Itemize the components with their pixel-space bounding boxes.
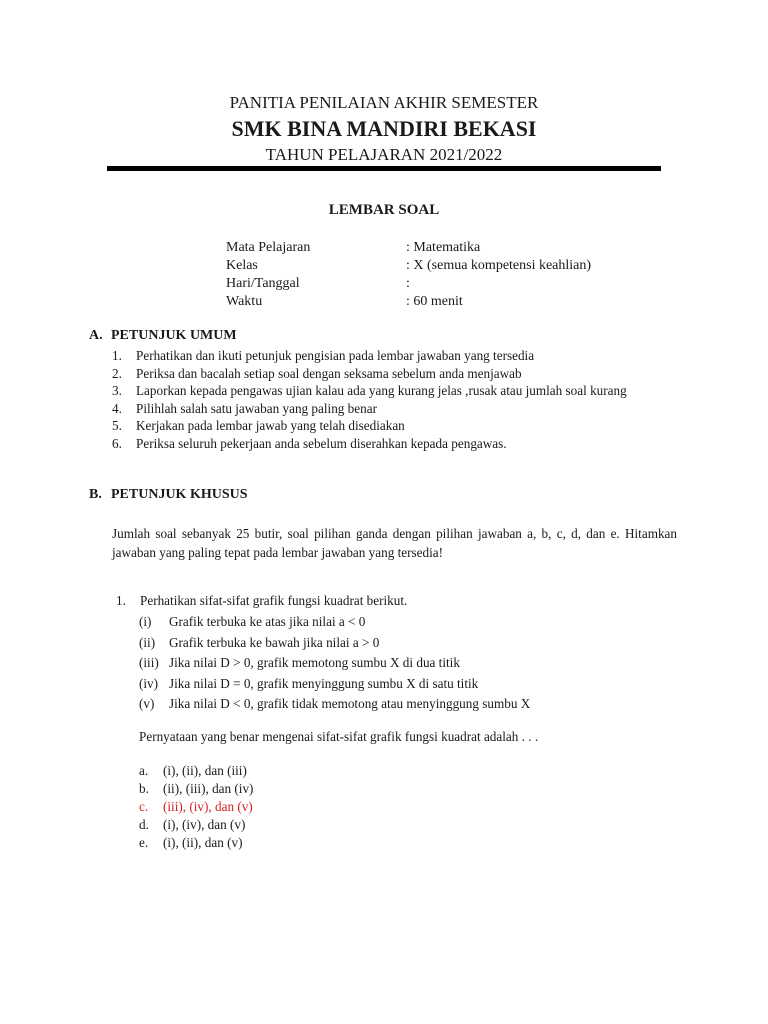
list-item bbox=[112, 365, 677, 383]
header-divider bbox=[107, 166, 661, 171]
option-text: (i), (ii), dan (v) bbox=[163, 835, 243, 850]
statement-item bbox=[139, 674, 530, 695]
section-title: PETUNJUK KHUSUS bbox=[111, 487, 248, 502]
info-row-time bbox=[226, 293, 591, 311]
list-item bbox=[112, 417, 677, 435]
info-value: : bbox=[406, 276, 410, 291]
option-letter: e. bbox=[139, 835, 149, 850]
option-letter: c. bbox=[139, 799, 149, 814]
info-value: : 60 menit bbox=[406, 294, 463, 309]
option-text: (ii), (iii), dan (iv) bbox=[163, 781, 254, 796]
list-text: Pilihlah salah satu jawaban yang paling benar bbox=[136, 400, 377, 416]
answer-option bbox=[139, 816, 253, 834]
question-prompt bbox=[116, 593, 407, 609]
list-item bbox=[112, 400, 677, 418]
statement-text: Grafik terbuka ke bawah jika nilai a > 0 bbox=[169, 634, 380, 650]
exam-info bbox=[226, 239, 591, 311]
section-letter: B. bbox=[89, 487, 102, 502]
list-item bbox=[112, 347, 677, 365]
statement-text: Jika nilai D > 0, grafik memotong sumbu X di dua titik bbox=[169, 655, 460, 671]
info-value: : X (semua kompetensi keahlian) bbox=[406, 258, 592, 273]
statement-item bbox=[139, 612, 530, 633]
list-number: 5. bbox=[112, 418, 122, 434]
question-number: 1. bbox=[116, 593, 126, 608]
info-value: : Matematika bbox=[406, 240, 481, 255]
statement-list bbox=[139, 612, 530, 715]
statement-tag: (iii) bbox=[139, 655, 159, 671]
sheet-title: LEMBAR SOAL bbox=[328, 202, 440, 218]
section-b-heading bbox=[89, 487, 248, 503]
school-name: SMK BINA MANDIRI BEKASI bbox=[231, 116, 537, 141]
option-text: (i), (iv), dan (v) bbox=[163, 817, 246, 832]
special-instructions-paragraph: Jumlah soal sebanyak 25 butir, soal pilihan ganda dengan pilihan jawaban a, b, c, d, dan e. Hitamkan jawaban yang paling tepat pada lembar jawaban yang tersedia! bbox=[112, 526, 677, 560]
list-text: Laporkan kepada pengawas ujian kalau ada yang kurang jelas ,rusak atau jumlah soal kurang bbox=[136, 383, 627, 399]
info-row-date bbox=[226, 275, 591, 293]
academic-year: TAHUN PELAJARAN 2021/2022 bbox=[265, 145, 503, 164]
statement-tag: (iv) bbox=[139, 675, 159, 691]
general-instructions-list bbox=[112, 347, 677, 453]
list-number: 1. bbox=[112, 348, 122, 363]
answer-options bbox=[139, 762, 253, 852]
question-text: Perhatikan sifat-sifat grafik fungsi kuadrat berikut. bbox=[140, 593, 408, 608]
answer-option bbox=[139, 834, 253, 852]
info-label: Mata Pelajaran bbox=[226, 240, 311, 255]
list-text: Kerjakan pada lembar jawab yang telah disediakan bbox=[136, 418, 405, 434]
statement-tag: (ii) bbox=[139, 634, 156, 650]
info-label: Hari/Tanggal bbox=[226, 276, 300, 291]
statement-text: Jika nilai D < 0, grafik tidak memotong atau menyinggung sumbu X bbox=[169, 696, 531, 712]
option-text: (i), (ii), dan (iii) bbox=[163, 763, 247, 778]
list-text: Periksa seluruh pekerjaan anda sebelum diserahkan kepada pengawas. bbox=[136, 435, 507, 451]
list-text: Periksa dan bacalah setiap soal dengan seksama sebelum anda menjawab bbox=[136, 365, 522, 381]
list-item bbox=[112, 435, 677, 453]
list-text: Perhatikan dan ikuti petunjuk pengisian pada lembar jawaban yang tersedia bbox=[136, 348, 535, 363]
committee-heading: PANITIA PENILAIAN AKHIR SEMESTER bbox=[229, 93, 539, 112]
list-number: 6. bbox=[112, 435, 122, 451]
statement-item bbox=[139, 694, 530, 715]
answer-option bbox=[139, 798, 253, 816]
section-letter: A. bbox=[89, 328, 103, 343]
statement-text: Grafik terbuka ke atas jika nilai a < 0 bbox=[169, 614, 366, 629]
answer-option bbox=[139, 762, 253, 780]
question-ask: Pernyataan yang benar mengenai sifat-sifat grafik fungsi kuadrat adalah . . . bbox=[139, 729, 539, 744]
answer-option bbox=[139, 780, 253, 798]
statement-text: Jika nilai D = 0, grafik menyinggung sumbu X di satu titik bbox=[169, 675, 479, 691]
option-letter: b. bbox=[139, 781, 149, 796]
statement-item bbox=[139, 653, 530, 674]
list-number: 3. bbox=[112, 383, 122, 399]
list-number: 4. bbox=[112, 400, 122, 416]
statement-tag: (i) bbox=[139, 614, 152, 629]
option-text: (iii), (iv), dan (v) bbox=[163, 799, 253, 814]
info-row-class bbox=[226, 257, 591, 275]
section-a-heading bbox=[89, 328, 237, 344]
info-label: Kelas bbox=[226, 258, 258, 273]
option-letter: d. bbox=[139, 817, 149, 832]
list-number: 2. bbox=[112, 365, 122, 381]
section-title: PETUNJUK UMUM bbox=[111, 328, 237, 343]
statement-tag: (v) bbox=[139, 696, 155, 712]
info-label: Waktu bbox=[226, 294, 263, 309]
option-letter: a. bbox=[139, 763, 149, 778]
statement-item bbox=[139, 633, 530, 654]
list-item bbox=[112, 382, 677, 400]
info-row-subject bbox=[226, 239, 591, 257]
